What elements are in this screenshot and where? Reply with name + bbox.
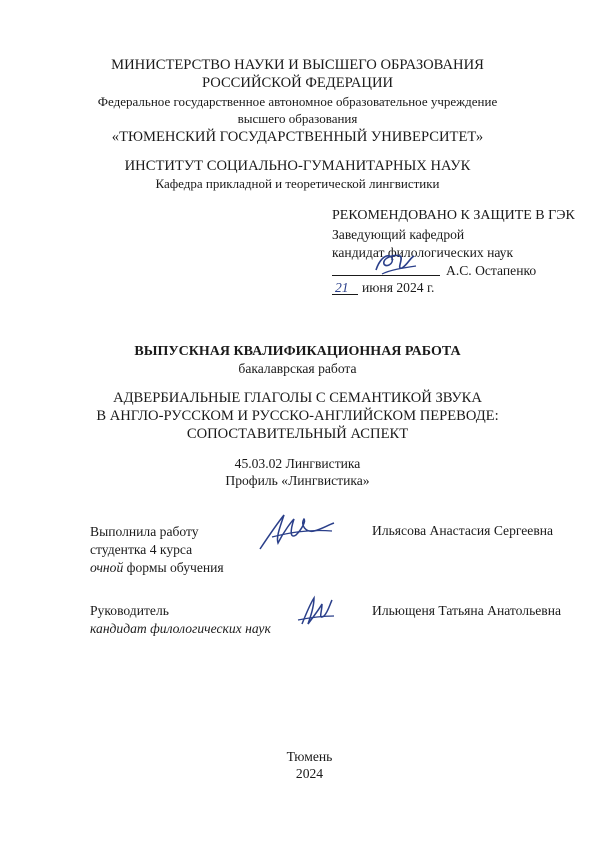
student-signature <box>254 507 340 555</box>
approval-degree: кандидат филологических наук <box>332 245 514 260</box>
city: Тюмень <box>286 749 333 764</box>
work-title-line-1: АДВЕРБИАЛЬНЫЕ ГЛАГОЛЫ С СЕМАНТИКОЙ ЗВУКА <box>113 390 482 406</box>
approval-title: РЕКОМЕНДОВАНО К ЗАЩИТЕ В ГЭК <box>332 208 575 223</box>
work-topic <box>0 389 595 443</box>
head-name: А.С. Остапенко <box>446 263 537 278</box>
department-name: Кафедра прикладной и теоретической лингвистики <box>155 176 440 191</box>
approval-day: 21 <box>335 280 349 295</box>
institution-line-2: высшего образования <box>237 111 358 126</box>
profile: Профиль «Лингвистика» <box>225 473 370 488</box>
approval-position: Заведующий кафедрой <box>332 227 465 242</box>
head-signature <box>372 248 418 278</box>
work-title-line-2: В АНГЛО-РУССКОМ И РУССКО-АНГЛИЙСКОМ ПЕРЕВОДЕ: <box>96 408 499 424</box>
year: 2024 <box>295 766 324 781</box>
university-name: «ТЮМЕНСКИЙ ГОСУДАРСТВЕННЫЙ УНИВЕРСИТЕТ» <box>111 129 484 145</box>
work-subtype: бакалаврская работа <box>238 361 357 376</box>
institute-header <box>0 157 595 192</box>
work-title-line-3: СОПОСТАВИТЕЛЬНЫЙ АСПЕКТ <box>186 426 409 442</box>
work-type: ВЫПУСКНАЯ КВАЛИФИКАЦИОННАЯ РАБОТА <box>134 344 461 359</box>
ministry-line-1: МИНИСТЕРСТВО НАУКИ И ВЫСШЕГО ОБРАЗОВАНИЯ <box>111 57 484 73</box>
work-title-block <box>0 343 595 377</box>
study-form-rest: формы обучения <box>123 560 224 575</box>
student-name: Ильясова Анастасия Сергеевна <box>372 523 554 538</box>
supervisor-degree: кандидат филологических наук <box>90 621 271 636</box>
supervisor-name: Ильющеня Татьяна Анатольевна <box>372 603 562 618</box>
student-label: Выполнила работу <box>90 524 199 539</box>
study-form-type: очной <box>90 560 124 575</box>
ministry-line-2: РОССИЙСКОЙ ФЕДЕРАЦИИ <box>201 75 394 91</box>
student-study-form <box>90 559 224 576</box>
student-course: студентка 4 курса <box>90 542 193 557</box>
institution-line-1: Федеральное государственное автономное образовательное учреждение <box>97 94 498 109</box>
supervisor-signature <box>294 594 338 632</box>
institute-name: ИНСТИТУТ СОЦИАЛЬНО-ГУМАНИТАРНЫХ НАУК <box>124 158 471 174</box>
ministry-header <box>0 56 595 146</box>
footer <box>12 748 595 782</box>
supervisor-label: Руководитель <box>90 603 169 618</box>
specialty-block <box>0 455 595 489</box>
approval-date: июня 2024 г. <box>362 280 435 295</box>
specialty: 45.03.02 Лингвистика <box>234 456 361 471</box>
